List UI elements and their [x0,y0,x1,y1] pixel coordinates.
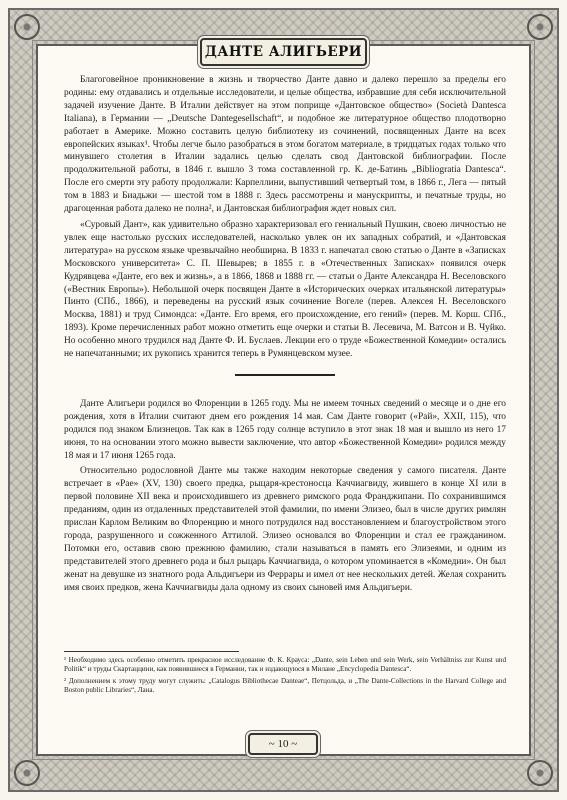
corner-ornament-icon [14,760,40,786]
paragraph: «Суровый Дант», как удивительно образно характеризовал его гениальный Пушкин, своею личностью не увлек еще настолько русских исследователей, насколько увлек он их западных собратий, и «Дантовская литература» на русском языке чрезвычайно необширна. В 1833 г. напечатал свою статью о Данте в «Записках Московского университета» С. П. Шевырев; в 1855 г. в «Отечественных Записках» появился очерк Кудрявцева «Данте, его век и жизнь», а в 1866, 1868 и 1888 гг. — статьи о Данте Александра Н. Веселовского («Вестник Европы»). Небольшой очерк посвящен Данте в «Исторических очерках итальянской литературы» Пинто (СПб., 1866), и переведены на русский язык сочинение Вогеле (перев. Алексея Н. Веселовского Москва, 1881) и труд Симондса: «Данте. Его время, его происхождение, его гений» (перев. М. Корш. СПб., 1893). Кроме перечисленных работ можно отметить еще очерки и статьи В. Лесевича, М. Ватсон и В. Чуйко. Но особенно много трудился над Данте Ф. И. Буслаев. Лекции его о труде «Божественной Комедии» остались не напечатанными; их рукопись хранится теперь в Румянцевском музее. [64,219,506,360]
page-number: ~ 10 ~ [248,733,318,755]
section-separator [235,374,335,376]
corner-ornament-icon [527,14,553,40]
footnote: ¹ Необходимо здесь особенно отметить прекрасное исследование Ф. К. Крауса: „Dante, sein Leben und sein Werk, sein Verhältniss zur Kunst und Politik“ и труды Скартаццини, как появившиеся в Германии, так и издающуюся в Милане „Encyclopedia Dantesca“. [64,656,506,674]
footnote-rule [64,651,239,652]
corner-ornament-icon [14,14,40,40]
paragraph: Данте Алигьери родился во Флоренции в 1265 году. Мы не имеем точных сведений о месяце и о дне его рождения, хотя в Италии считают днем его рождения 14 мая. Сам Данте говорит («Рай», XXII, 115), что родился под знаком Близнецов. Так как в 1265 году солнце вступило в этот знак 18 мая и вышло из него 17 июня, то на основании этого можно вывести заключение, что автор «Божественной Комедии» родился между 18 мая и 17 июня 1265 года. [64,398,506,461]
footnote: ² Дополнением к этому труду могут служить: „Catalogus Bibliothecae Danteae“, Петцольда, и „The Dante-Collections in the Harvard College and Boston public Libraries“, Лана. [64,676,506,695]
title-plate [200,38,367,66]
main-text [64,74,506,598]
corner-ornament-icon [527,760,553,786]
paragraph: Относительно родословной Данте мы также находим некоторые сведения у самого писателя. Данте встречает в «Рае» (XV, 130) своего предка, рыцаря-крестоносца Каччиагвиду, жившего в конце XI или в первой половине XII века и происходившего из древнего римского рода Франджипани. По сохранившимся преданиям, один из отдаленных представителей этой фамилии, по имени Элизео, был в числе других римлян прислан Карлом Великим во Флоренцию и много потрудился над восстановлением и благоустройством этого города, разрушенного и сожженного Аттилой. Элизео основался во Флоренции и стал ее гражданином. Потомки его, оставив свою прежнюю фамилию, стали называться в память его Элизеями, и одним из представителей этого древнего рода и был рыцарь Каччиагвида, о котором упоминается в «Комедии». Он был женат на девушке из знатного рода Альдигьери из Феррары и имел от нее нескольких детей. Желая сохранить имя своих предков, жена Каччиагвиды дала одному из своих сыновей имя Альдигьери. [64,466,506,593]
footnotes [64,656,506,698]
paragraph: Благоговейное проникновение в жизнь и творчество Данте давно и далеко перешло за пределы его родины: ему отдавались и отдельные исследователи, и целые общества, избравшие для себя исключительной задачей изучение Данте. В Италии действует на этом поприще «Дантовское общество» (Società Dantesca Italiana), в Германии — „Deutsche Dantegesellschaft“, и подобное же литературное общество плодотворно работает в Америке. Можно составить целую библиотеку из сочинений, посвященных Данте на всех европейских языках¹. Чтобы легче было разобраться в этом богатом материале, в тридцатых годах только что минувшего столетия в Италии задались целью сделать свод Дантовской библиографии. После продолжительной работы, в 1846 г. вышло 3 тома составленной гр. К. де-Батинь „Bibliogratia Dantesca“. После его смерти эту работу продолжали: Карпеллини, выпустивший четвертый том, в 1866 г., Лега — пятый том в 1883 и Биадьжи — шестой том в 1888 г. Здесь рассмотрены и манускрипты, и печатные труды, но драгоценная работа далеко не полна², и Дантовская библиография ждет новых сил. [64,75,506,215]
page-title: ДАНТЕ АЛИГЬЕРИ [204,44,363,60]
